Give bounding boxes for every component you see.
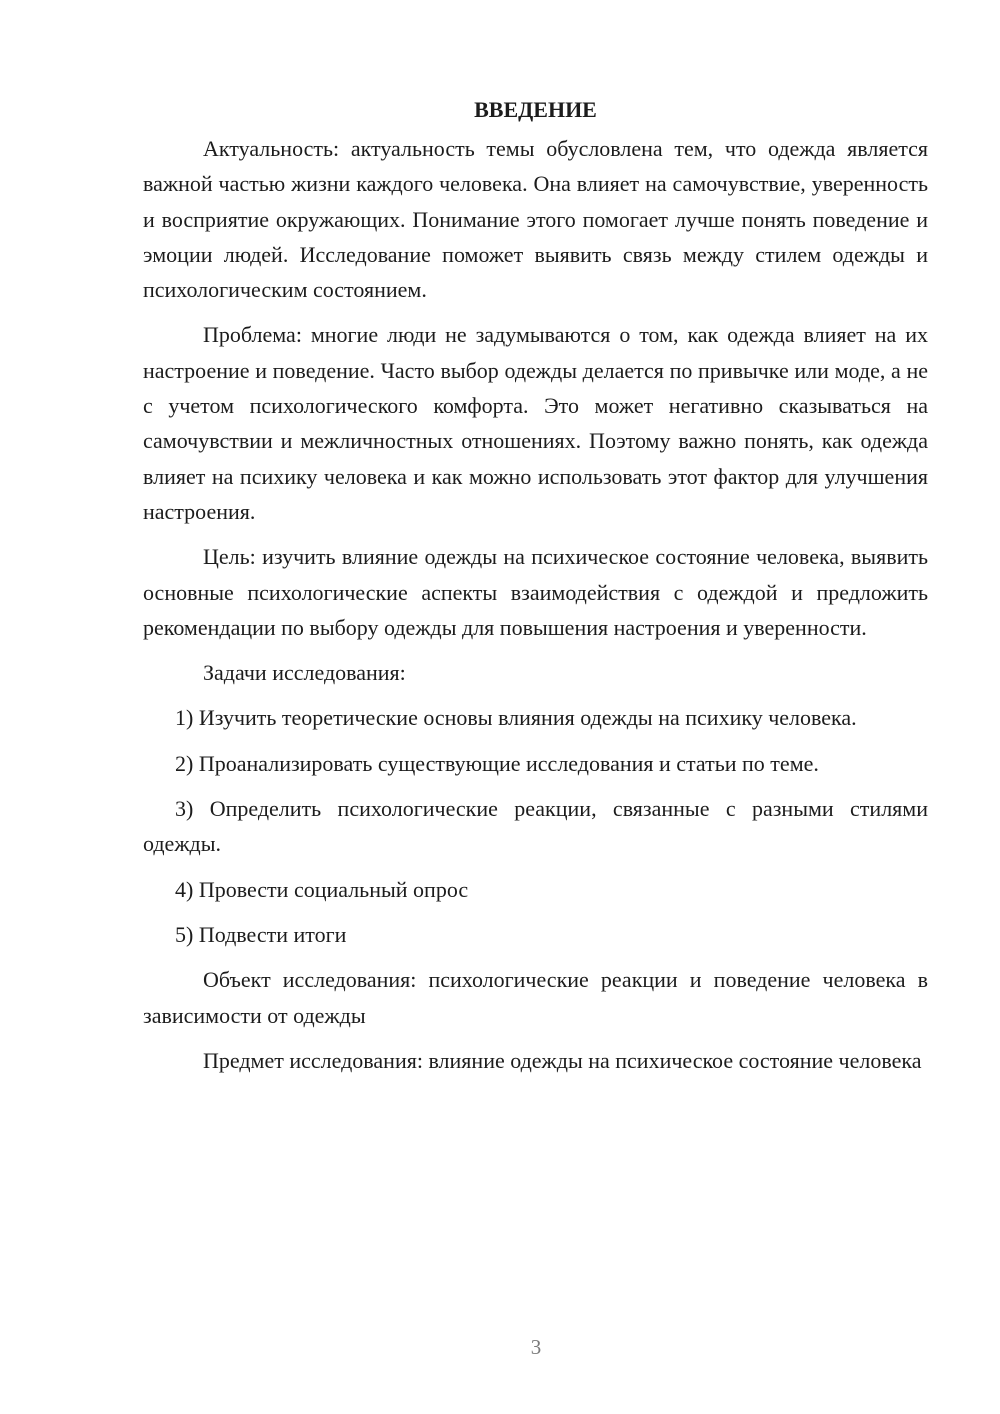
problem-paragraph: Проблема: многие люди не задумываются о том, как одежда влияет на их настроение и поведение. Часто выбор одежды делается по привычке или моде, а не с учетом психологического комфорта. Это может негативно сказываться на самочувствии и межличностных отношениях. Поэтому важно понять, как одежда влияет на психику человека и как можно использовать этот фактор для улучшения настроения. xyxy=(143,322,928,524)
page-title: ВВЕДЕНИЕ xyxy=(474,97,597,122)
page-number: 3 xyxy=(530,1335,542,1359)
task-item-3: 3) Определить психологические реакции, связанные с разными стилями одежды. xyxy=(143,796,928,857)
goal-paragraph: Цель: изучить влияние одежды на психическое состояние человека, выявить основные психологические аспекты взаимодействия с одеждой и предложить рекомендации по выбору одежды для повышения настроения и уверенности. xyxy=(143,544,928,640)
research-subject-paragraph: Предмет исследования: влияние одежды на психическое состояние человека xyxy=(203,1047,922,1073)
task-item-5: 5) Подвести итоги xyxy=(175,921,347,947)
task-item-2: 2) Проанализировать существующие исследования и статьи по теме. xyxy=(175,750,819,776)
tasks-heading: Задачи исследования: xyxy=(203,660,406,686)
relevance-paragraph: Актуальность: актуальность темы обусловлена тем, что одежда является важной частью жизни каждого человека. Она влияет на самочувствие, уверенность и восприятие окружающих. Понимание этого помогает лучше понять поведение и эмоции людей. Исследование поможет выявить связь между стилем одежды и психологическим состоянием. xyxy=(143,136,928,303)
task-item-4: 4) Провести социальный опрос xyxy=(175,876,469,902)
task-item-1: 1) Изучить теоретические основы влияния одежды на психику человека. xyxy=(175,705,857,731)
document-body xyxy=(143,92,928,1088)
research-object-paragraph: Объект исследования: психологические реакции и поведение человека в зависимости от одежды xyxy=(143,967,928,1028)
